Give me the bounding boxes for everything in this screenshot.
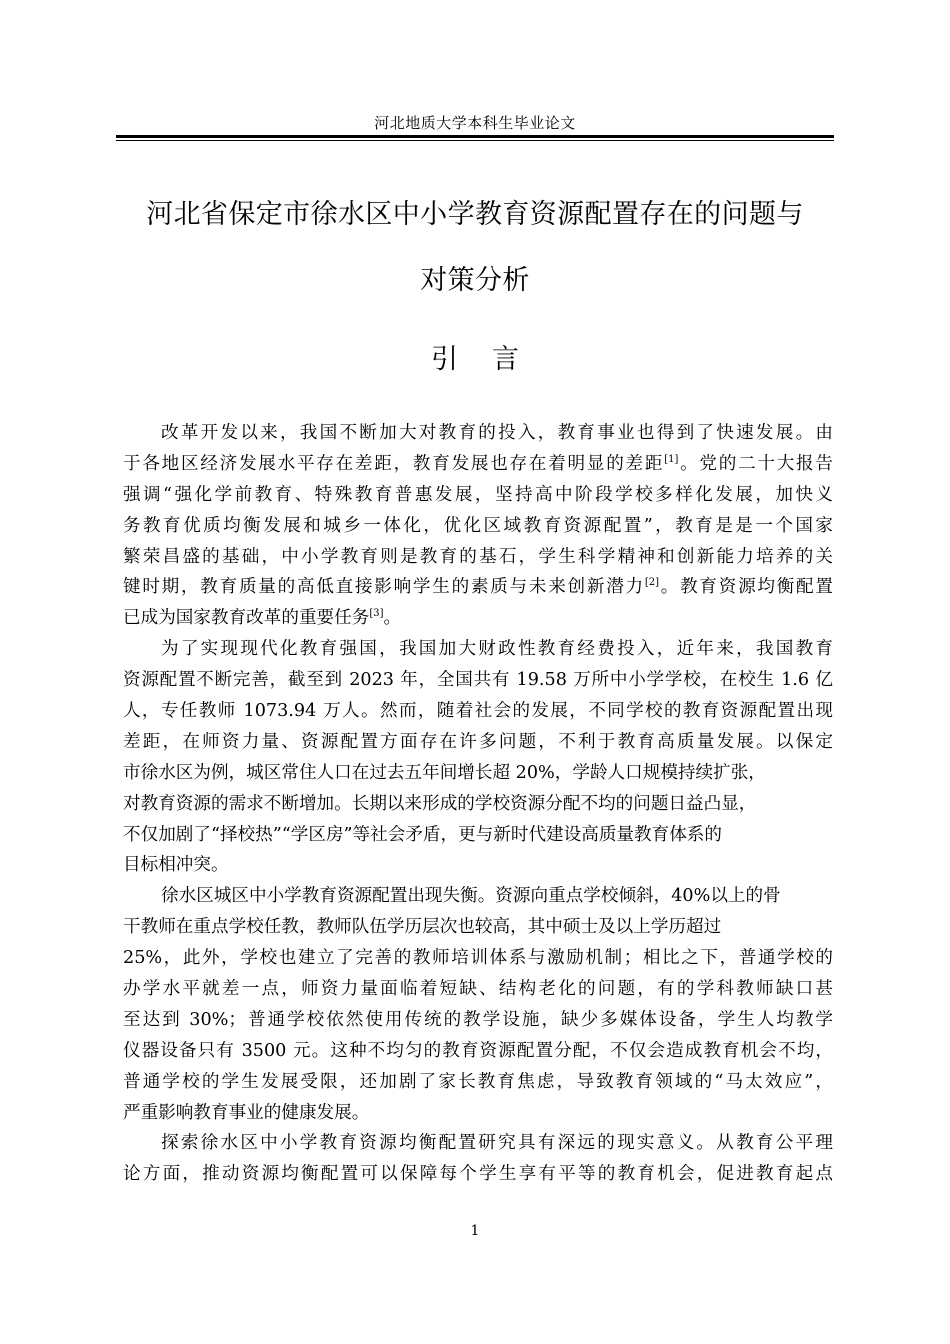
p2-line-3: 人，专任教师 1073.94 万人。然而，随着社会的发展，不同学校的教育资源配置出现 — [123, 701, 833, 722]
p1-line-1: 改革开发以来，我国不断加大对教育的投入，教育事业也得到了快速发展。由 — [161, 423, 833, 443]
p1-line-4: 务教育优质均衡发展和城乡一体化，优化区域教育资源配置”，教育是是一个国家 — [123, 515, 833, 536]
citation-2: [2] — [644, 577, 660, 589]
body-text — [123, 418, 833, 1190]
citation-3: [3] — [369, 608, 384, 620]
p2-line-5: 市徐水区为例，城区常住人口在过去五年间增长超 20%，学龄人口规模持续扩张， — [123, 762, 766, 783]
p2-line-7: 不仅加剧了“择校热”“学区房”等社会矛盾，更与新时代建设高质量教育体系的 — [123, 824, 722, 845]
p3-line-4: 办学水平就差一点，师资力量面临着短缺、结构老化的问题，有的学科教师缺口甚 — [123, 979, 833, 1000]
p1-line-6-text-a: 键时期，教育质量的高低直接影响学生的素质与未来创新潜力 — [123, 577, 645, 598]
p2-line-8: 目标相冲突。 — [123, 855, 229, 876]
p2-line-4: 差距，在师资力量、资源配置方面存在许多问题，不利于教育高质量发展。以保定 — [123, 731, 833, 752]
p3-line-7: 普通学校的学生发展受限，还加剧了家长教育焦虑，导致教育领域的“马太效应”， — [123, 1071, 833, 1092]
paper-title-line-2: 对策分析 — [420, 265, 530, 296]
section-heading-char-1: 引 — [431, 344, 458, 375]
paper-title — [116, 182, 834, 314]
paper-title-line-1: 河北省保定市徐水区中小学教育资源配置存在的问题与 — [146, 199, 804, 230]
section-heading-char-2: 言 — [492, 344, 519, 375]
p3-line-1: 徐水区城区中小学教育资源配置出现失衡。资源向重点学校倾斜，40%以上的骨 — [161, 886, 781, 907]
p2-line-6: 对教育资源的需求不断增加。长期以来形成的学校资源分配不均的问题日益凸显， — [123, 793, 757, 814]
p4-line-2: 论方面，推动资源均衡配置可以保障每个学生享有平等的教育机会，促进教育起点 — [123, 1164, 833, 1185]
p2-line-1: 为了实现现代化教育强国，我国加大财政性教育经费投入，近年来，我国教育 — [161, 639, 833, 660]
running-header: 河北地质大学本科生毕业论文 — [374, 114, 576, 132]
p1-line-7-text-a: 已成为国家教育改革的重要任务 — [123, 608, 370, 629]
p1-line-6-text-b: 。教育资源均衡配置 — [659, 577, 833, 598]
p1-line-3: 强调“强化学前教育、特殊教育普惠发展，坚持高中阶段学校多样化发展，加快义 — [123, 484, 833, 505]
p1-line-2-text-a: 于各地区经济发展水平存在差距，教育发展也存在着明显的差距 — [123, 453, 665, 474]
header-rule-thin — [116, 140, 834, 141]
p4-line-1: 探索徐水区中小学教育资源均衡配置研究具有深远的现实意义。从教育公平理 — [161, 1133, 833, 1154]
p1-line-7 — [123, 603, 833, 634]
p2-line-2: 资源配置不断完善，截至到 2023 年，全国共有 19.58 万所中小学学校，在校生 1.6 亿 — [123, 670, 833, 691]
p3-line-8: 严重影响教育事业的健康发展。 — [123, 1102, 370, 1123]
p1-line-2-text-b: 。党的二十大报告 — [678, 453, 833, 474]
header-rule-thick — [116, 135, 834, 138]
p3-line-3: 25%，此外，学校也建立了完善的教师培训体系与激励机制；相比之下，普通学校的 — [123, 948, 833, 969]
p1-line-5: 繁荣昌盛的基础，中小学教育则是教育的基石，学生科学精神和创新能力培养的关 — [123, 546, 833, 567]
p1-line-2 — [123, 449, 833, 480]
section-heading-introduction — [116, 338, 834, 382]
citation-1: [1] — [664, 453, 679, 465]
p3-line-6: 仪器设备只有 3500 元。这种不均匀的教育资源配置分配，不仅会造成教育机会不均， — [123, 1040, 833, 1061]
p3-line-5: 至达到 30%；普通学校依然使用传统的教学设施，缺少多媒体设备，学生人均教学 — [123, 1009, 833, 1030]
p3-line-2: 干教师在重点学校任教，教师队伍学历层次也较高，其中硕士及以上学历超过 — [123, 917, 722, 938]
p1-line-7-text-b: 。 — [383, 608, 402, 629]
page-number: 1 — [470, 1223, 480, 1239]
p1-line-6 — [123, 572, 833, 603]
